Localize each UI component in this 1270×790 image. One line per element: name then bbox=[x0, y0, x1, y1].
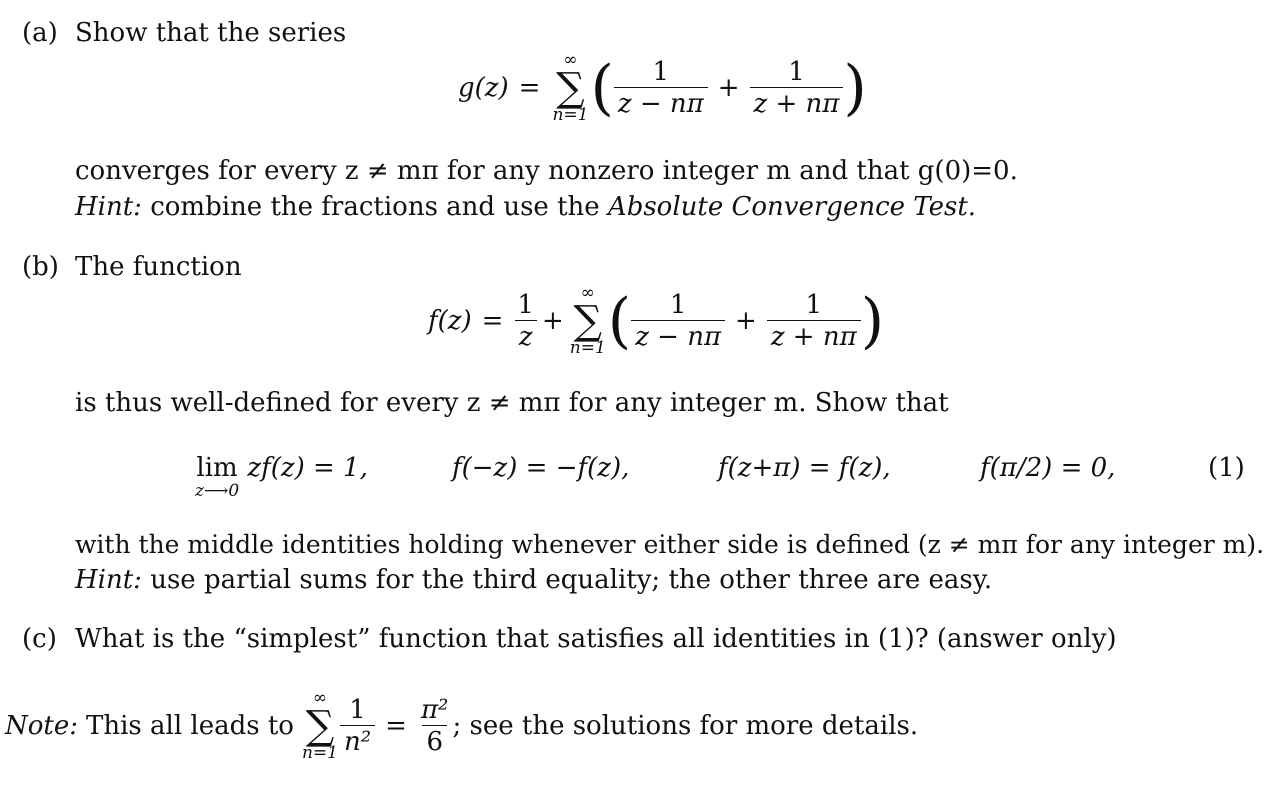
fraction-term-2: $\frac{1}{z + n\pi}$ bbox=[767, 292, 861, 350]
part-a-text: converges for every z ≠ mπ for any nonzero integer m and that g(0)=0. bbox=[75, 156, 1018, 186]
sum-symbol: ∞ ∑ n=1 bbox=[569, 283, 606, 358]
note-line: Note: This all leads to ∞ ∑ n=1 $\frac{1}{\text{n²}}$ = $\frac{\text{π²}}{6}$ ; see the solutions for more details. bbox=[5, 688, 919, 763]
g-function-lhs: g(z) bbox=[458, 73, 509, 103]
fraction-term-1: $\frac{1}{z - n\pi}$ bbox=[631, 292, 725, 350]
sum-symbol: ∞ ∑ n=1 bbox=[301, 688, 338, 763]
hint-text: combine the fractions and use the bbox=[150, 192, 600, 222]
part-c-label: (c) bbox=[22, 624, 57, 654]
basel-term-fraction: $\frac{1}{\text{n²}}$ bbox=[340, 697, 375, 755]
hint-label: Hint: bbox=[75, 565, 142, 595]
part-b-hint bbox=[75, 567, 992, 593]
note-label: Note: bbox=[5, 711, 78, 741]
part-a-equation: g(z) = ∞ ∑ n=1 ( $\frac{1}{z - n\pi}$ + $\frac{1}{z + n\pi}$ ) bbox=[458, 50, 867, 125]
f-function-lhs: f(z) bbox=[428, 306, 472, 336]
identity-zero: f(π/2) = 0, bbox=[980, 453, 1116, 483]
part-a-label: (a) bbox=[22, 18, 58, 48]
fraction-term-1: $\frac{1}{z - n\pi}$ bbox=[614, 59, 708, 117]
identity-periodic: f(z+π) = f(z), bbox=[718, 453, 891, 483]
part-b-intro: The function bbox=[75, 252, 242, 282]
part-b-label: (b) bbox=[22, 252, 59, 282]
basel-result-fraction: $\frac{\text{π²}}{6}$ bbox=[420, 695, 449, 757]
part-b-text: is thus well-defined for every z ≠ mπ for any integer m. Show that bbox=[75, 388, 949, 418]
identity-limit: lim z⟶0 zf(z) = 1, bbox=[195, 453, 368, 501]
leading-fraction: $\frac{1}{z}$ bbox=[513, 292, 538, 350]
note-text-before: This all leads to bbox=[86, 711, 294, 741]
part-b-equation: f(z) = $\frac{1}{z}$ + ∞ ∑ n=1 ( $\frac{1}{z - n\pi}$ + $\frac{1}{z + n\pi}$ ) bbox=[428, 283, 885, 358]
hint-text: use partial sums for the third equality; the other three are easy. bbox=[150, 565, 993, 595]
identity-odd: f(−z) = −f(z), bbox=[452, 453, 630, 483]
part-b-text-2: with the middle identities holding whenever either side is defined (z ≠ mπ for any integer m). bbox=[75, 530, 1265, 559]
hint-emphasis: Absolute Convergence Test. bbox=[607, 192, 977, 222]
part-c-text: What is the “simplest” function that satisfies all identities in (1)? (answer only) bbox=[75, 624, 1117, 654]
part-a-intro: Show that the series bbox=[75, 18, 347, 48]
fraction-term-2: $\frac{1}{z + n\pi}$ bbox=[750, 59, 844, 117]
part-a-hint bbox=[75, 194, 976, 220]
sum-symbol: ∞ ∑ n=1 bbox=[552, 50, 589, 125]
equation-number: (1) bbox=[1208, 453, 1245, 483]
note-text-after: ; see the solutions for more details. bbox=[452, 711, 919, 741]
hint-label: Hint: bbox=[75, 192, 142, 222]
